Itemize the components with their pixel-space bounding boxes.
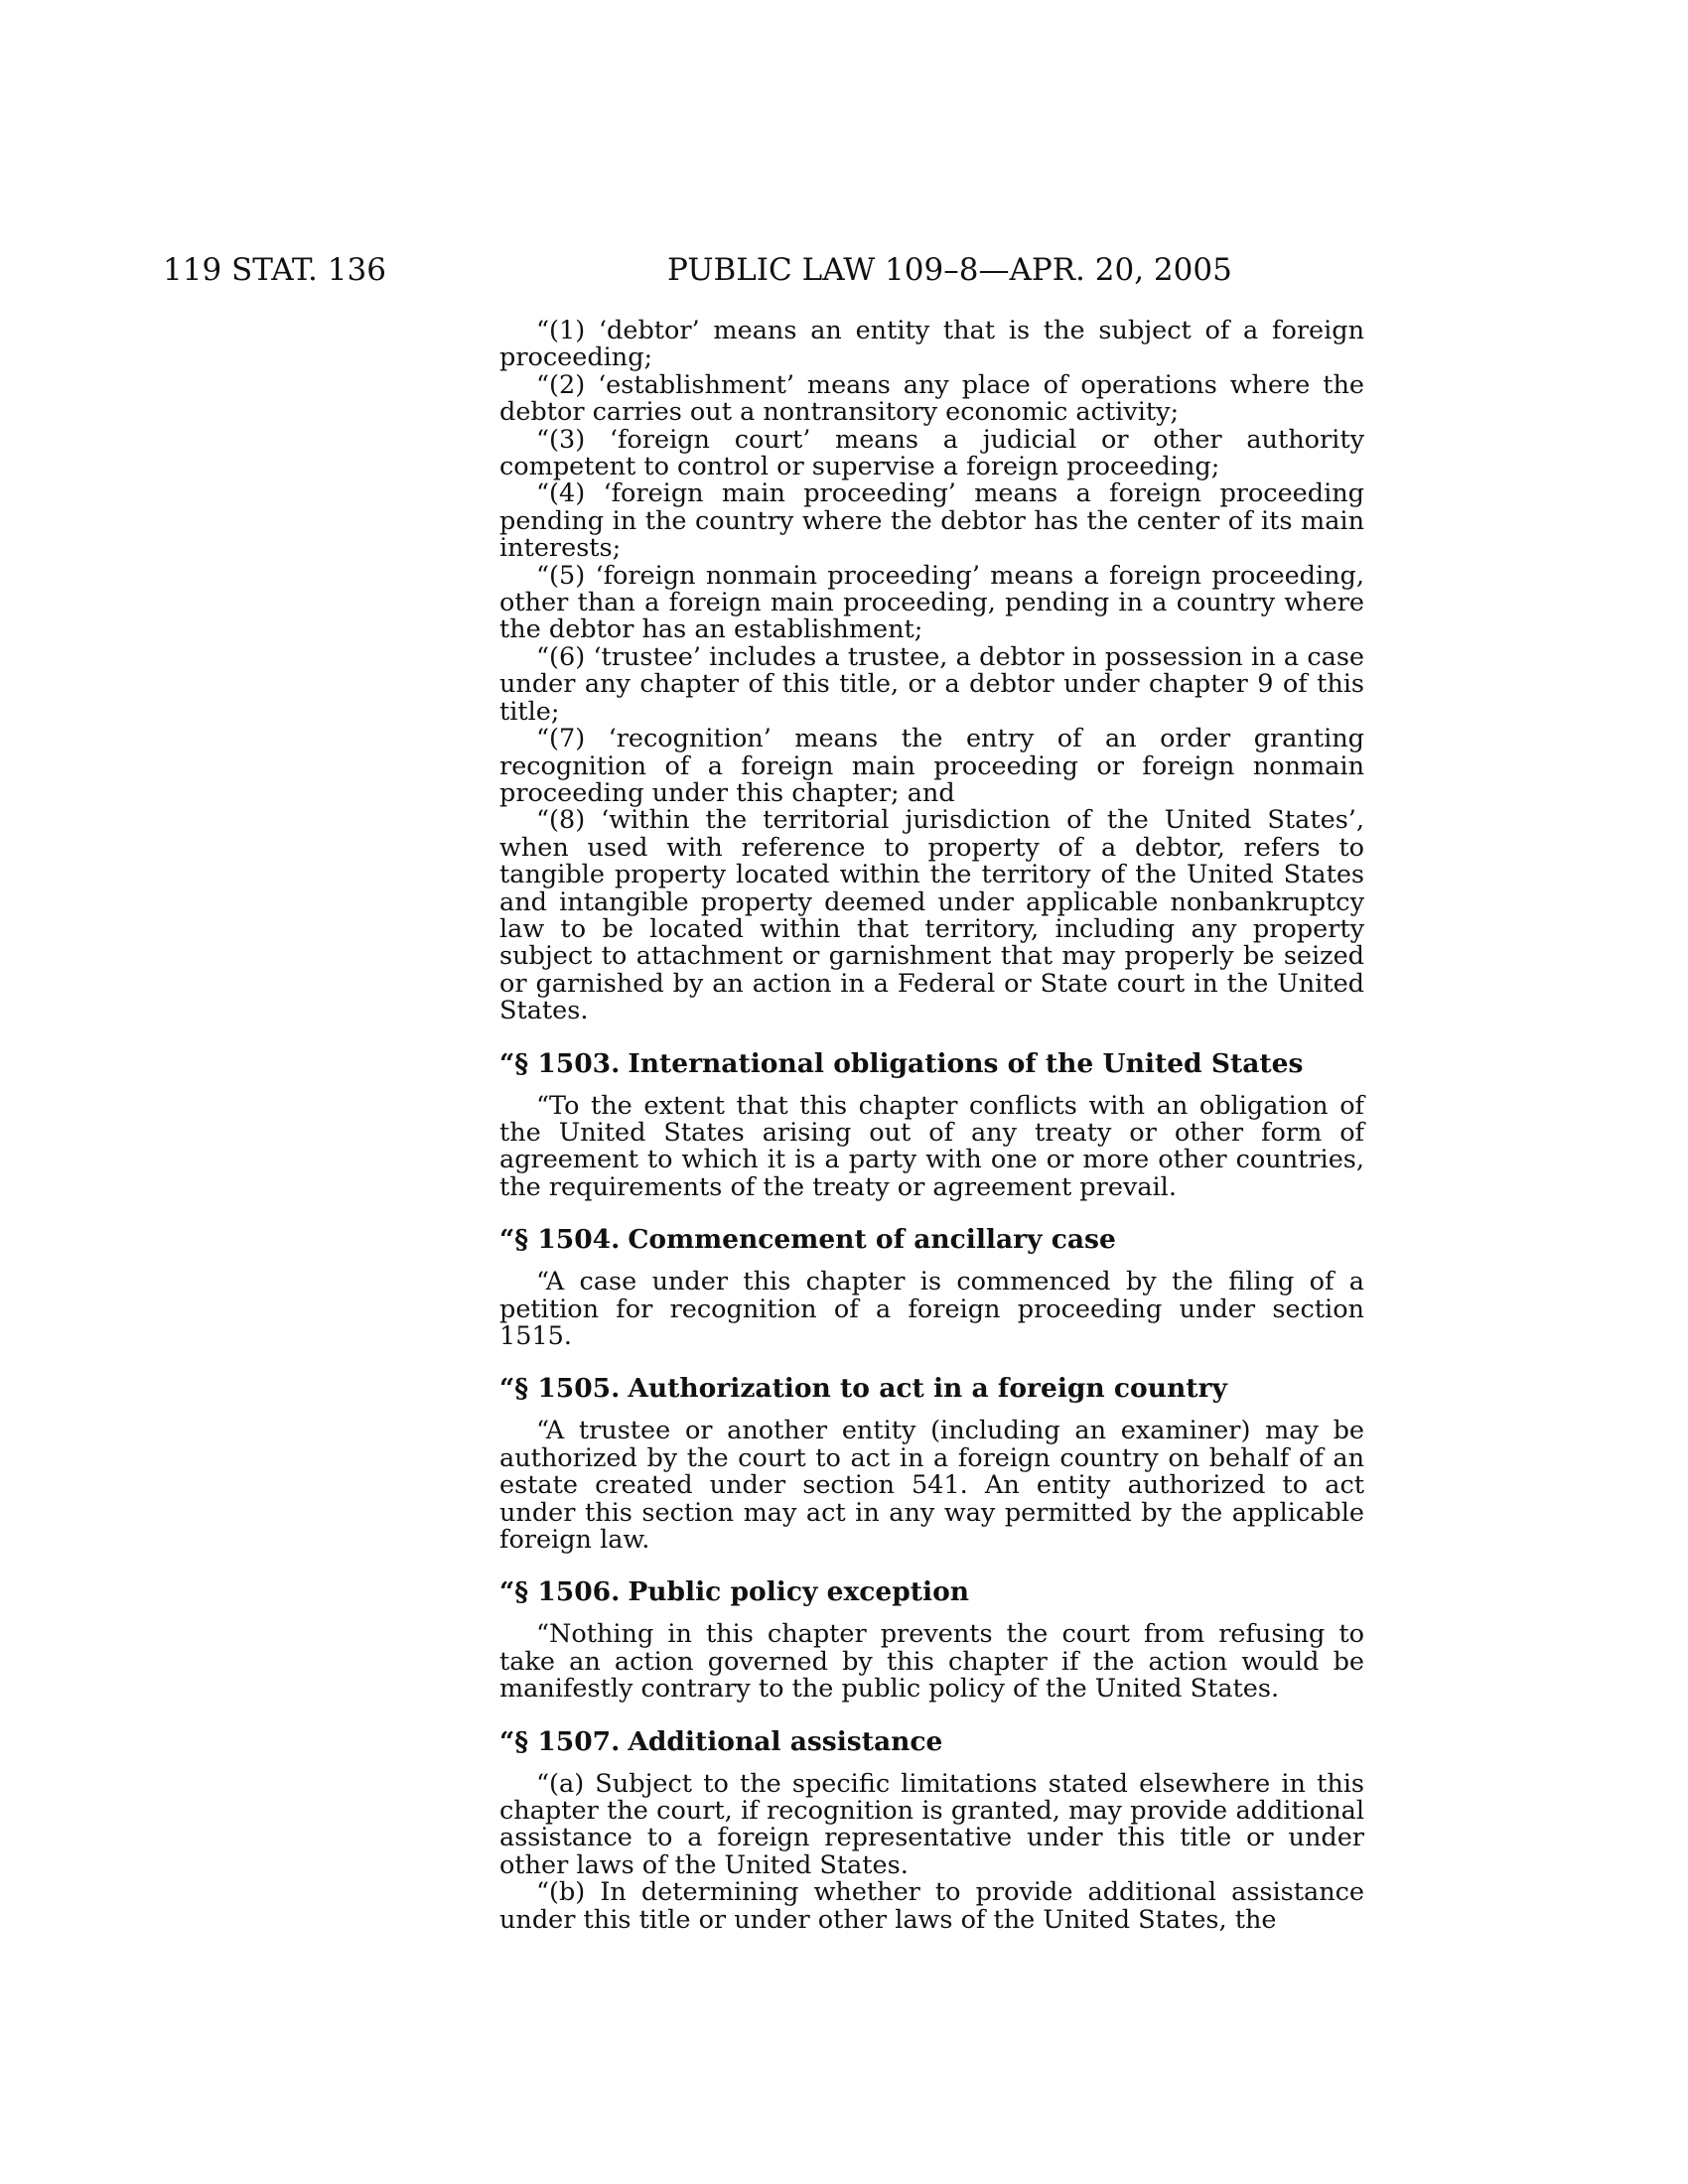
statute-page-number: 119 STAT. 136 bbox=[163, 252, 386, 288]
section-number: “§ 1503. bbox=[499, 1047, 621, 1079]
subsection-b: “(b) In determining whether to provide additional assistance under this title or under other laws of the United States, the bbox=[499, 1877, 1364, 1935]
definition-establishment: “(2) ‘establishment’ means any place of operations where the debtor carries out a nontransitory economic activity; bbox=[499, 369, 1364, 428]
section-paragraph: “To the extent that this chapter conflicts with an obligation of the United States arising out of any treaty or other form of agreement to which it is a party with one or more other countries, the requirements of the treaty or agreement prevail. bbox=[499, 1090, 1364, 1202]
section-title: International obligations of the United States bbox=[628, 1047, 1304, 1079]
definition-foreign-court: “(3) ‘foreign court’ means a judicial or other authority competent to control or supervise a foreign proceeding; bbox=[499, 424, 1364, 482]
section-1505 bbox=[499, 1374, 1364, 1554]
section-heading bbox=[499, 1049, 1364, 1079]
definition-foreign-nonmain-proceeding: “(5) ‘foreign nonmain proceeding’ means a foreign proceeding, other than a foreign main proceeding, pending in a country where the debtor has an establishment; bbox=[499, 560, 1364, 645]
definitions-list bbox=[499, 318, 1364, 1025]
document-body bbox=[499, 318, 1364, 1934]
section-1503 bbox=[499, 1049, 1364, 1202]
section-number: “§ 1507. bbox=[499, 1725, 621, 1757]
section-1507 bbox=[499, 1727, 1364, 1934]
section-heading bbox=[499, 1727, 1364, 1757]
definition-debtor: “(1) ‘debtor’ means an entity that is the subject of a foreign proceeding; bbox=[499, 316, 1364, 373]
definition-territorial-jurisdiction: “(8) ‘within the territorial jurisdiction of the United States’, when used with reference to property of a debtor, refers to tangible property located within the territory of the United States and intangible property deemed under applicable nonbankruptcy law to be located within that territory, including any property subject to attachment or garnishment that may properly be seized or garnished by an action in a Federal or State court in the United States. bbox=[499, 805, 1364, 1026]
definition-recognition: “(7) ‘recognition’ means the entry of an order granting recognition of a foreign main proceeding or foreign nonmain proceeding under this chapter; and bbox=[499, 724, 1364, 808]
section-paragraph: “A trustee or another entity (including an examiner) may be authorized by the court to act in a foreign country on behalf of an estate created under section 541. An entity authorized to act under this section may act in any way permitted by the applicable foreign law. bbox=[499, 1416, 1364, 1556]
section-paragraph: “Nothing in this chapter prevents the court from refusing to take an action governed by this chapter if the action would be manifestly contrary to the public policy of the United States. bbox=[499, 1619, 1364, 1705]
public-law-title: PUBLIC LAW 109–8—APR. 20, 2005 bbox=[667, 252, 1232, 288]
definition-foreign-main-proceeding: “(4) ‘foreign main proceeding’ means a foreign proceeding pending in the country where the debtor has the center of its main interests; bbox=[499, 478, 1364, 564]
section-title: Commencement of ancillary case bbox=[628, 1224, 1116, 1256]
section-number: “§ 1504. bbox=[499, 1224, 621, 1256]
section-paragraph: “A case under this chapter is commenced by the filing of a petition for recognition of a foreign proceeding under section 1515. bbox=[499, 1267, 1364, 1351]
section-number: “§ 1506. bbox=[499, 1576, 621, 1608]
section-heading bbox=[499, 1577, 1364, 1607]
section-heading bbox=[499, 1374, 1364, 1404]
section-title: Public policy exception bbox=[628, 1576, 970, 1608]
section-1504 bbox=[499, 1225, 1364, 1350]
section-number: “§ 1505. bbox=[499, 1373, 621, 1405]
section-title: Authorization to act in a foreign country bbox=[628, 1373, 1227, 1405]
section-heading bbox=[499, 1225, 1364, 1255]
definition-trustee: “(6) ‘trustee’ includes a trustee, a debtor in possession in a case under any chapter of this title, or a debtor under chapter 9 of this title; bbox=[499, 641, 1364, 727]
subsection-a: “(a) Subject to the specific limitations stated elsewhere in this chapter the court, if recognition is granted, may provide additional assistance to a foreign representative under this title or under other laws of the United States. bbox=[499, 1768, 1364, 1880]
section-1506 bbox=[499, 1577, 1364, 1703]
page-header bbox=[0, 250, 1688, 290]
section-title: Additional assistance bbox=[628, 1725, 943, 1757]
